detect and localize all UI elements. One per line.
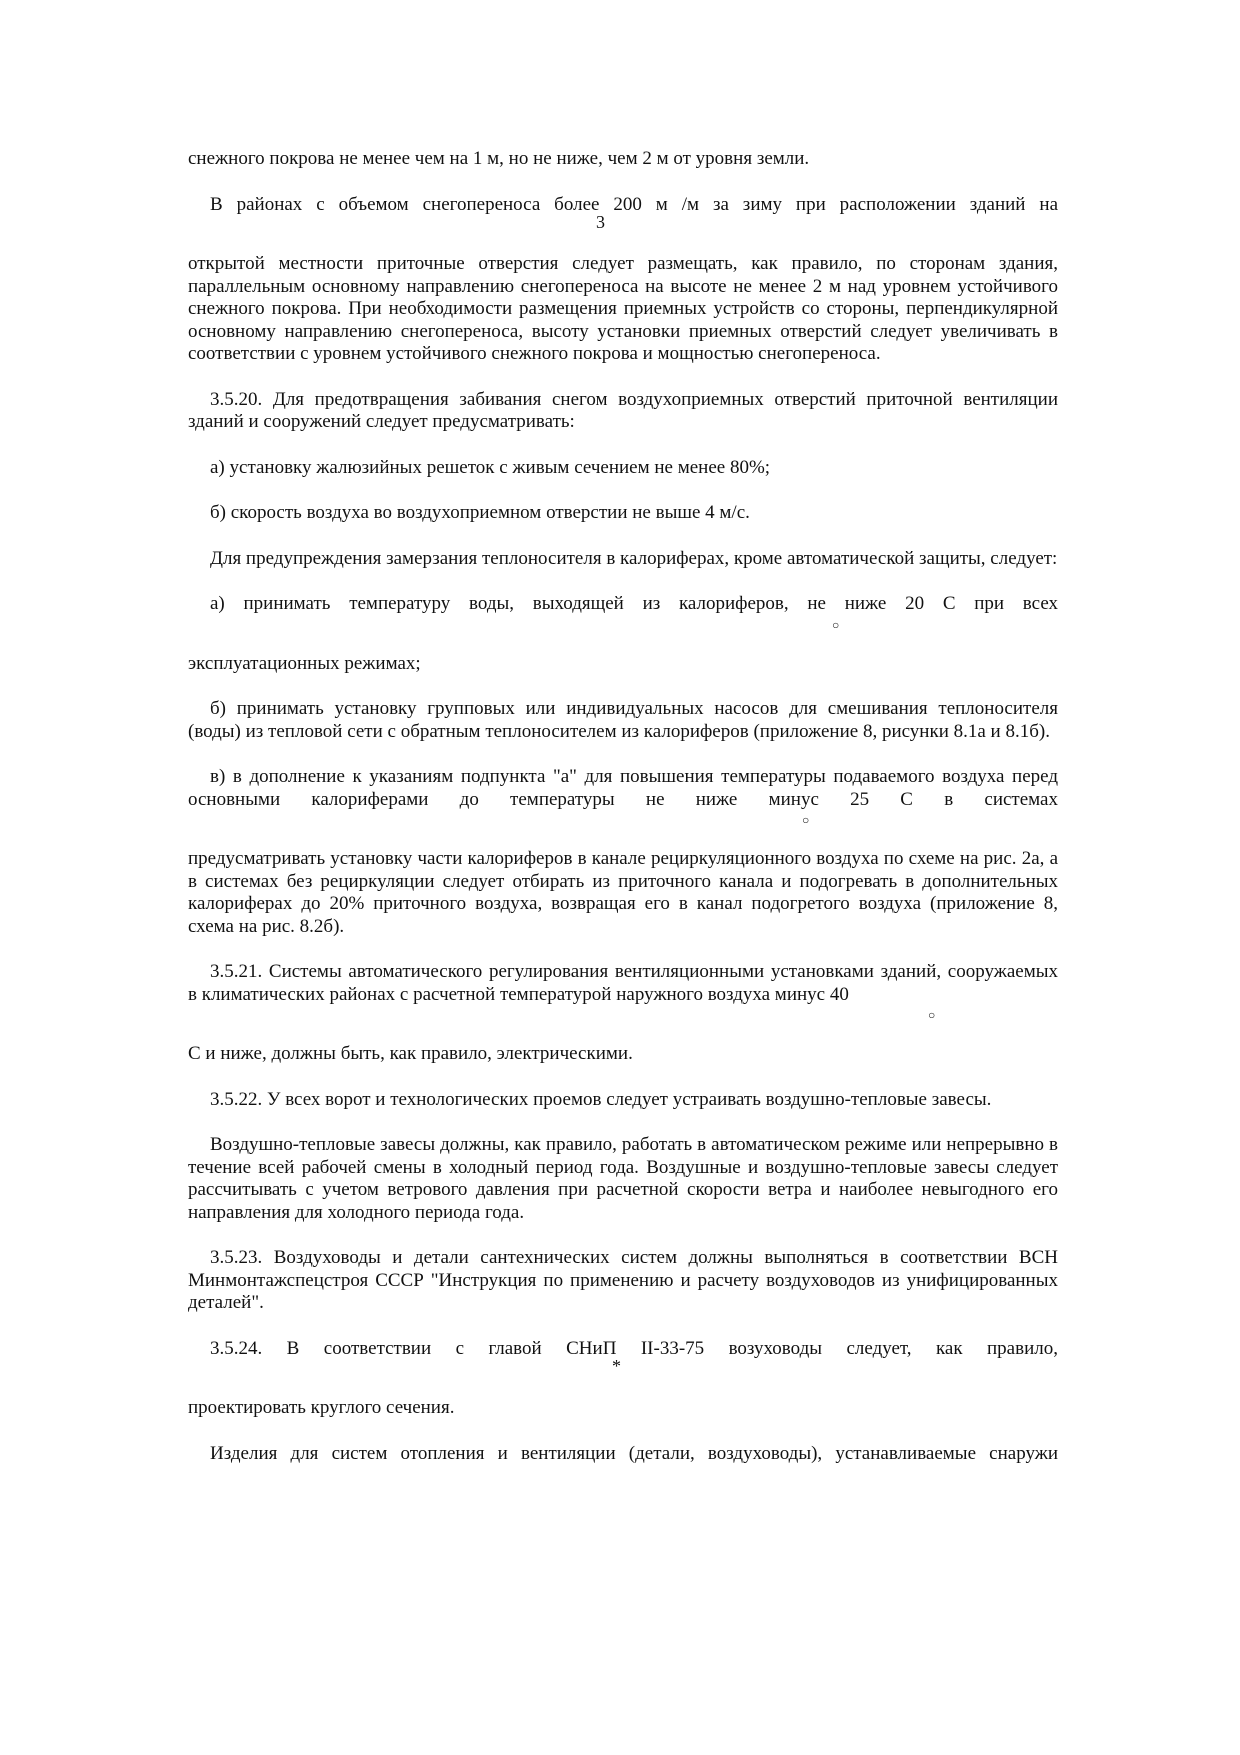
- cubic-superscript: 3: [596, 212, 605, 232]
- paragraph-3-5-24-rest: проектировать круглого сечения.: [188, 1397, 455, 1418]
- paragraph-snow-transfer-rest: открытой местности приточные отверстия следует размещать, как правило, по сторонам здания, параллельным основному направлению снегопереноса на высоте не менее 2 м над уровнем устойчивого снежного покрова. При необходимости размещения приемных устройств со стороны, перпендикулярной основному направлению снегопереноса, высоту установки приемных отверстий следует увеличивать в соответствии с уровнем устойчивого снежного покрова и мощностью снегопереноса.: [188, 253, 1058, 364]
- degree-sign: ○: [928, 1008, 936, 1022]
- footnote-mark-row: [188, 1356, 1058, 1382]
- paragraph-item-a-water-temp-rest: эксплуатационных режимах;: [188, 652, 421, 674]
- paragraph-item-a-grilles: а) установку жалюзийных решеток с живым сечением не менее 80%;: [210, 456, 771, 478]
- document-page: [188, 148, 1058, 1465]
- paragraph-snow-cover: снежного покрова не менее чем на 1 м, но не ниже, чем 2 м от уровня земли.: [188, 148, 810, 169]
- paragraph-3-5-21-rest: С и ниже, должны быть, как правило, электрическими.: [188, 1043, 633, 1064]
- asterisk-mark: *: [612, 1356, 621, 1376]
- paragraph-3-5-21-line1: 3.5.21. Системы автоматического регулирования вентиляционными установками зданий, сооружаемых в климатических районах с расчетной температурой наружного воздуха минус 40: [188, 961, 1058, 1005]
- degree-sign: ○: [832, 617, 840, 632]
- degree-row: [188, 811, 1058, 833]
- superscript-row: [188, 212, 1058, 238]
- paragraph-item-v-heaters-rest: предусматривать установку части калориферов в канале рециркуляционного воздуха по схеме на рис. 2а, а в системах без рециркуляции следует отбирать из приточного канала и подогревать в дополнительных калориферах до 20% приточного воздуха, возвращая его в канал подогретого воздуха (приложение 8, схема на рис. 8.2б).: [188, 848, 1058, 937]
- degree-row: [188, 616, 1058, 638]
- paragraph-snow-transfer-line1: В районах с объемом снегопереноса более 200 м /м за зиму при расположении зданий на: [210, 193, 1058, 215]
- paragraph-item-v-heaters-line1: в) в дополнение к указаниям подпункта "а" для повышения температуры подаваемого воздуха перед основными калориферами до температуры не ниже минус 25 С в системах: [188, 766, 1058, 810]
- paragraph-external-products: Изделия для систем отопления и вентиляции (детали, воздуховоды), устанавливаемые снаружи: [210, 1442, 1058, 1464]
- paragraph-item-a-water-temp-line1: а) принимать температуру воды, выходящей из калориферов, не ниже 20 С при всех: [210, 593, 1058, 614]
- paragraph-item-b-air-speed: б) скорость воздуха во воздухоприемном отверстии не выше 4 м/с.: [210, 502, 750, 523]
- degree-sign: ○: [802, 813, 810, 827]
- degree-row: [188, 1006, 1058, 1028]
- paragraph-air-curtains: Воздушно-тепловые завесы должны, как правило, работать в автоматическом режиме или непрерывно в течение всей рабочей смены в холодный период года. Воздушные и воздушно-тепловые завесы следует рассчитывать с учетом ветрового давления при расчетной скорости ветра и наиболее невыгодного его направления для холодного периода года.: [188, 1134, 1058, 1223]
- paragraph-3-5-23: 3.5.23. Воздуховоды и детали сантехнических систем должны выполняться в соответствии ВСН Минмонтажспецстроя СССР "Инструкция по применению и расчету воздуховодов из унифицированных деталей".: [188, 1247, 1058, 1313]
- paragraph-freeze-prevention: Для предупреждения замерзания теплоносителя в калориферах, кроме автоматической защиты, следует:: [210, 547, 1058, 569]
- paragraph-3-5-22: 3.5.22. У всех ворот и технологических проемов следует устраивать воздушно-тепловые завесы.: [210, 1088, 992, 1110]
- paragraph-3-5-20: 3.5.20. Для предотвращения забивания снегом воздухоприемных отверстий приточной вентиляции зданий и сооружений следует предусматривать:: [188, 388, 1058, 432]
- paragraph-3-5-24-line1: 3.5.24. В соответствии с главой СНиП II-33-75 возуховоды следует, как правило,: [210, 1337, 1058, 1359]
- paragraph-item-b-pumps: б) принимать установку групповых или индивидуальных насосов для смешивания теплоносителя (воды) из тепловой сети с обратным теплоносителем из калориферов (приложение 8, рисунки 8.1а и 8.1б).: [188, 698, 1058, 742]
